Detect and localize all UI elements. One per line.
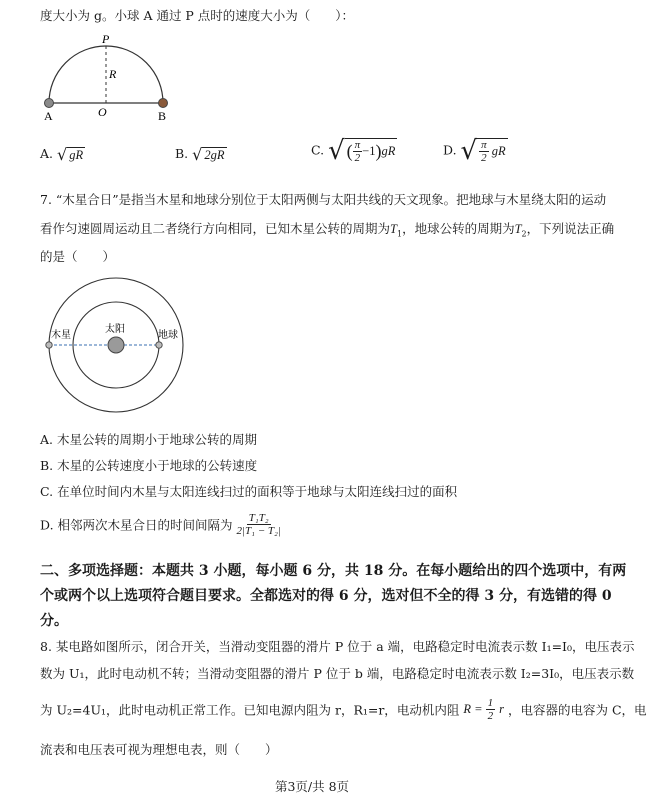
q8-line-1: 8. 某电路如图所示，闭合开关，当滑动变阻器的滑片 P 位于 a 端，电路稳定时电流表示数 I₁=I₀，电压表示: [40, 639, 635, 654]
q7-option-d: D. 相邻两次木星合日的时间间隔为 $\frac{\text{T₁T₂}}{\text{2|T₁ − T₂|}}$: [40, 512, 281, 538]
label-r: R: [109, 67, 117, 81]
label-o: O: [98, 105, 107, 119]
ball-a: [45, 99, 54, 108]
q7-line-3: 的是（ ）: [40, 249, 116, 264]
ball-b: [159, 99, 168, 108]
q7-option-a: A. 木星公转的周期小于地球公转的周期: [40, 432, 257, 447]
label-sun: 太阳: [105, 324, 125, 335]
sqrt-gr: √ gR: [57, 144, 84, 164]
q7-line-1: 7. “木星合日”是指当木星和地球分别位于太阳两侧与太阳共线的天文现象。把地球与木星绕太阳的运动: [40, 192, 607, 207]
q7-orbit-diagram: [36, 276, 196, 418]
q7-option-b: B. 木星的公转速度小于地球的公转速度: [40, 458, 258, 473]
half-fraction: $\frac{1}{2}$: [487, 697, 494, 723]
q7-line-2: 看作匀速圆周运动且二者绕行方向相同，已知木星公转的周期为$T_1$，地球公转的周期为$T_2$，下列说法正确: [40, 221, 615, 239]
section2-line-1: 二、多项选择题：本题共 3 小题，每小题 6 分，共 18 分。在每小题给出的四个选项中，有两: [40, 563, 627, 579]
q8-line-2: 数为 U₁，此时电动机不转；当滑动变阻器的滑片 P 位于 b 端，电路稳定时电流表示数 I₂=3I₀，电压表示数: [40, 666, 635, 681]
q6-option-b: B. √ 2gR: [175, 144, 225, 164]
label-earth: 地球: [158, 330, 178, 341]
section2-line-3: 分。: [40, 613, 68, 629]
q6-option-a: A. √ gR: [40, 144, 84, 164]
sun: [108, 337, 124, 353]
sqrt-2gr: √ 2gR: [192, 144, 225, 164]
optd-fraction: $\frac{\text{T₁T₂}}{\text{2|T₁ − T₂|}}$: [236, 512, 281, 538]
q6-option-c: C. √ ( $\frac{\pi}{2}$ −1 ) gR: [311, 136, 396, 166]
q7-option-c: C. 在单位时间内木星与太阳连线扫过的面积等于地球与太阳连线扫过的面积: [40, 484, 458, 499]
q8-line-3: 为 U₂=4U₁，此时电动机正常工作。已知电源内阻为 r，R₁=r，电动机内阻 R = $\frac{1}{2}$ r ，电容器的电容为 C，电: [40, 697, 647, 723]
sqrt-pi-half-minus-one: √ ( $\frac{\pi}{2}$ −1 ) gR: [328, 136, 396, 166]
section2-line-2: 个或两个以上选项符合题目要求。全都选对的得 6 分，选对但不全的得 3 分，有选错的得 0: [40, 588, 612, 604]
sqrt-pi-half-gr: √ $\frac{\pi}{2}$ gR: [460, 136, 506, 166]
label-jupiter: 木星: [51, 330, 71, 341]
label-a: A: [44, 109, 53, 123]
jupiter-planet: [46, 342, 52, 348]
page-footer: 第3页/共 8页: [274, 779, 350, 794]
q6-option-d: D. √ $\frac{\pi}{2}$ gR: [443, 136, 506, 166]
q6-intro-line: 度大小为 g。小球 A 通过 P 点时的速度大小为（ ）：: [40, 8, 355, 23]
label-p: P: [102, 32, 110, 46]
earth-planet: [156, 342, 162, 348]
q6-semicircle-diagram: [36, 32, 176, 124]
q8-line-4: 流表和电压表可视为理想电表，则（ ）: [40, 742, 278, 757]
label-b: B: [158, 109, 167, 123]
